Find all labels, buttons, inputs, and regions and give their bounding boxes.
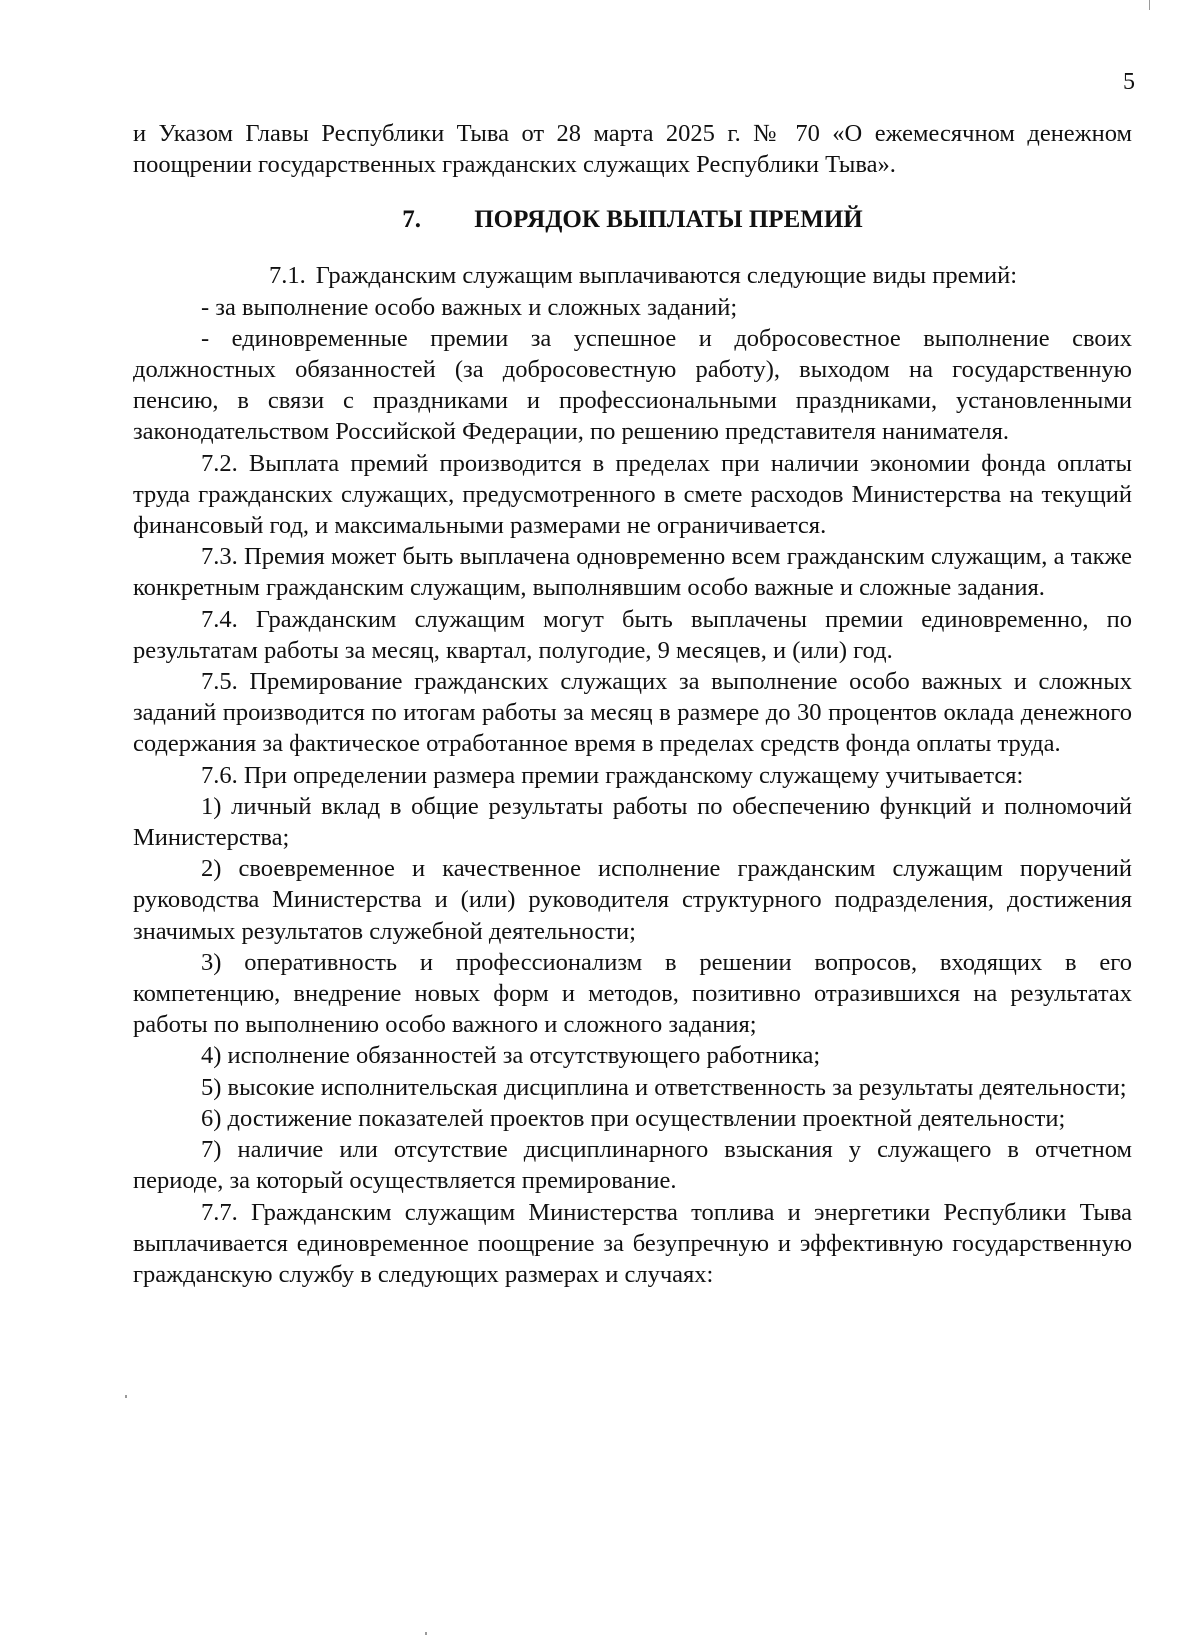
paragraph-7-5: 7.5. Премирование гражданских служащих за выполнение особо важных и сложных заданий производится по итогам работы за месяц в размере до 30 процентов оклада денежного содержания за фактическое отработанное время в пределах средств фонда оплаты труда. — [133, 668, 1132, 758]
criterion-item-2: 2) своевременное и качественное исполнение гражданским служащим поручений руководства Министерства и (или) руководителя структурного подразделения, достижения значимых результатов служебной деятельности; — [133, 855, 1132, 945]
clause-number: 7.1. — [269, 262, 306, 290]
criterion-item-1: 1) личный вклад в общие результаты работы по обеспечению функций и полномочий Министерства; — [133, 792, 1132, 852]
scan-speck — [425, 1632, 427, 1635]
section-number: 7. — [402, 206, 421, 234]
paragraph-7-7: 7.7. Гражданским служащим Министерства топлива и энергетики Республики Тыва выплачивается единовременное поощрение за безупречную и эффективную государственную гражданскую службу в следующих размерах и случаях: — [133, 1198, 1132, 1288]
page-number: 5 — [1123, 69, 1135, 95]
scan-speck — [1149, 0, 1150, 10]
criterion-item-4: 4) исполнение обязанностей за отсутствующего работника; — [201, 1042, 821, 1070]
paragraph-7-1 — [133, 260, 1132, 291]
intro-paragraph: и Указом Главы Республики Тыва от 28 марта 2025 г. № 70 «О ежемесячном денежном поощрении государственных гражданских служащих Республики Тыва». — [133, 120, 1132, 179]
paragraph-7-4: 7.4. Гражданским служащим могут быть выплачены премии единовременно, по результатам работы за месяц, квартал, полугодие, 9 месяцев, и (или) год. — [133, 605, 1132, 664]
list-item-bonus-type-1: - за выполнение особо важных и сложных заданий; — [201, 293, 738, 321]
criterion-item-6: 6) достижение показателей проектов при осуществлении проектной деятельности; — [201, 1104, 1066, 1132]
clause-text: Гражданским служащим выплачиваются следующие виды премий: — [315, 262, 1018, 290]
paragraph-7-2: 7.2. Выплата премий производится в пределах при наличии экономии фонда оплаты труда гражданских служащих, предусмотренного в смете расходов Министерства на текущий финансовый год, и максимальными размерами не ограничивается. — [133, 449, 1132, 540]
section-heading — [133, 204, 1132, 236]
document-body — [133, 118, 1132, 1290]
paragraph-7-3: 7.3. Премия может быть выплачена одновременно всем гражданским служащим, а также конкретным гражданским служащим, выполнявшим особо важные и сложные задания. — [133, 543, 1132, 602]
paragraph-7-6: 7.6. При определении размера премии гражданскому служащему учитывается: — [201, 761, 1024, 789]
criterion-item-3: 3) оперативность и профессионализм в решении вопросов, входящих в его компетенцию, внедрение новых форм и методов, позитивно отразившихся на результатах работы по выполнению особо важного и сложного задания; — [133, 948, 1132, 1039]
scan-speck — [125, 1395, 127, 1398]
criterion-item-5: 5) высокие исполнительская дисциплина и ответственность за результаты деятельности; — [201, 1073, 1127, 1101]
criterion-item-7: 7) наличие или отсутствие дисциплинарного взыскания у служащего в отчетном периоде, за который осуществляется премирование. — [133, 1136, 1132, 1195]
section-title: ПОРЯДОК ВЫПЛАТЫ ПРЕМИЙ — [474, 206, 863, 234]
list-item-bonus-type-2: - единовременные премии за успешное и добросовестное выполнение своих должностных обязанностей (за добросовестную работу), выходом на государственную пенсию, в связи с праздниками и профессиональными праздниками, установленными законодательством Российской Федерации, по решению представителя нанимателя. — [133, 324, 1132, 446]
